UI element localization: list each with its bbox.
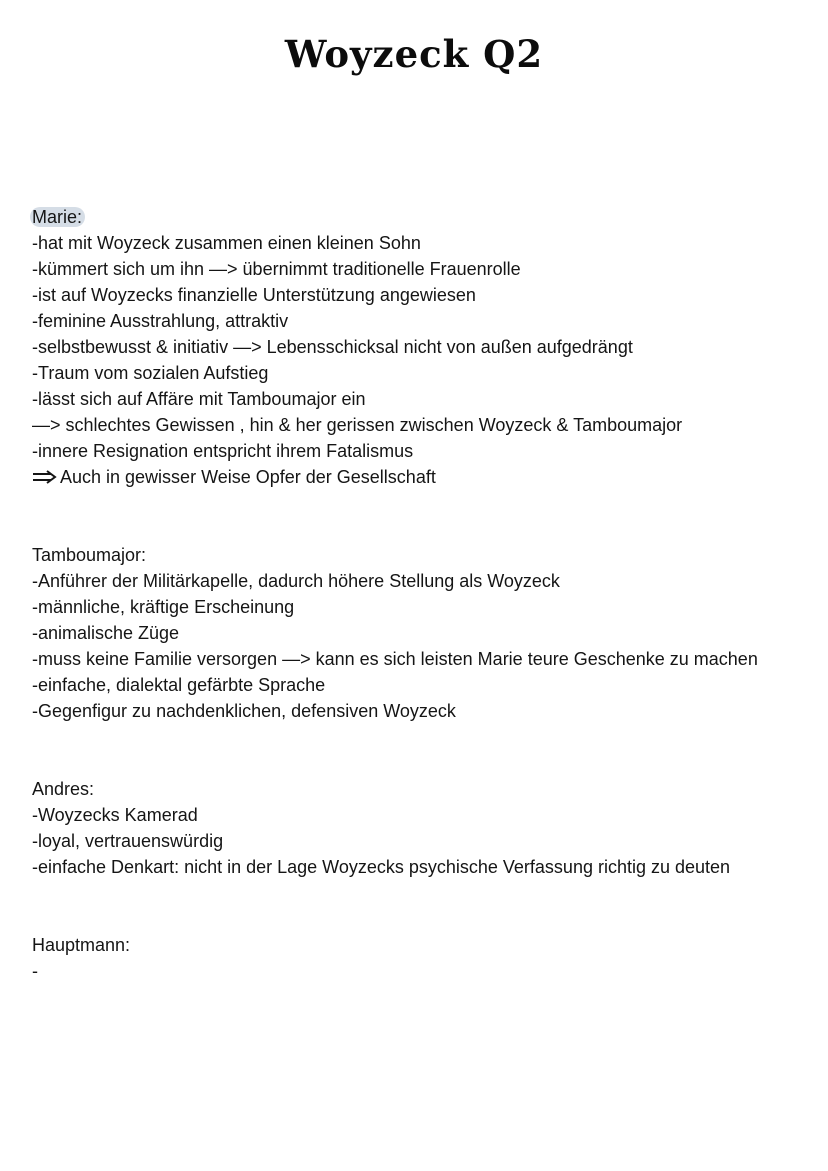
list-item: -lässt sich auf Affäre mit Tamboumajor ein (32, 389, 366, 409)
list-item: -innere Resignation entspricht ihrem Fatalismus (32, 441, 414, 461)
list-item: -hat mit Woyzeck zusammen einen kleinen Sohn (32, 233, 421, 253)
list-item: -ist auf Woyzecks finanzielle Unterstützung angewiesen (32, 285, 476, 305)
section-andres (32, 776, 822, 880)
document-title: Woyzeck Q2 (284, 32, 544, 76)
list-item: -Woyzecks Kamerad (32, 805, 198, 825)
heading-highlight: Marie: (30, 207, 85, 227)
section-marie (32, 204, 822, 490)
list-item: -loyal, vertrauenswürdig (32, 831, 224, 851)
list-item: - (32, 961, 38, 981)
list-item: -einfache, dialektal gefärbte Sprache (32, 675, 326, 695)
list-item: —> schlechtes Gewissen , hin & her gerissen zwischen Woyzeck & Tamboumajor (32, 415, 683, 435)
section-heading: Andres: (32, 779, 95, 799)
list-item: -muss keine Familie versorgen —> kann es sich leisten Marie teure Geschenke zu machen (32, 649, 758, 669)
list-item: -feminine Ausstrahlung, attraktiv (32, 311, 289, 331)
list-item: -Traum vom sozialen Aufstieg (32, 363, 269, 383)
section-heading (32, 204, 822, 230)
document-body (32, 204, 822, 984)
section-heading: Hauptmann: (32, 935, 131, 955)
list-item: -selbstbewusst & initiativ —> Lebensschicksal nicht von außen aufgedrängt (32, 337, 633, 357)
conclusion-text: Auch in gewisser Weise Opfer der Gesellschaft (60, 467, 436, 487)
conclusion-line (32, 464, 822, 490)
list-item: -männliche, kräftige Erscheinung (32, 597, 295, 617)
list-item: -Anführer der Militärkapelle, dadurch höhere Stellung als Woyzeck (32, 571, 560, 591)
section-tamboumajor (32, 542, 822, 724)
list-item: -kümmert sich um ihn —> übernimmt traditionelle Frauenrolle (32, 259, 521, 279)
section-heading: Tamboumajor: (32, 545, 147, 565)
list-item: -einfache Denkart: nicht in der Lage Woyzecks psychische Verfassung richtig zu deuten (32, 857, 731, 877)
list-item: -animalische Züge (32, 623, 180, 643)
section-hauptmann (32, 932, 822, 984)
list-item: -Gegenfigur zu nachdenklichen, defensiven Woyzeck (32, 701, 456, 721)
double-arrow-right-icon (32, 470, 58, 484)
